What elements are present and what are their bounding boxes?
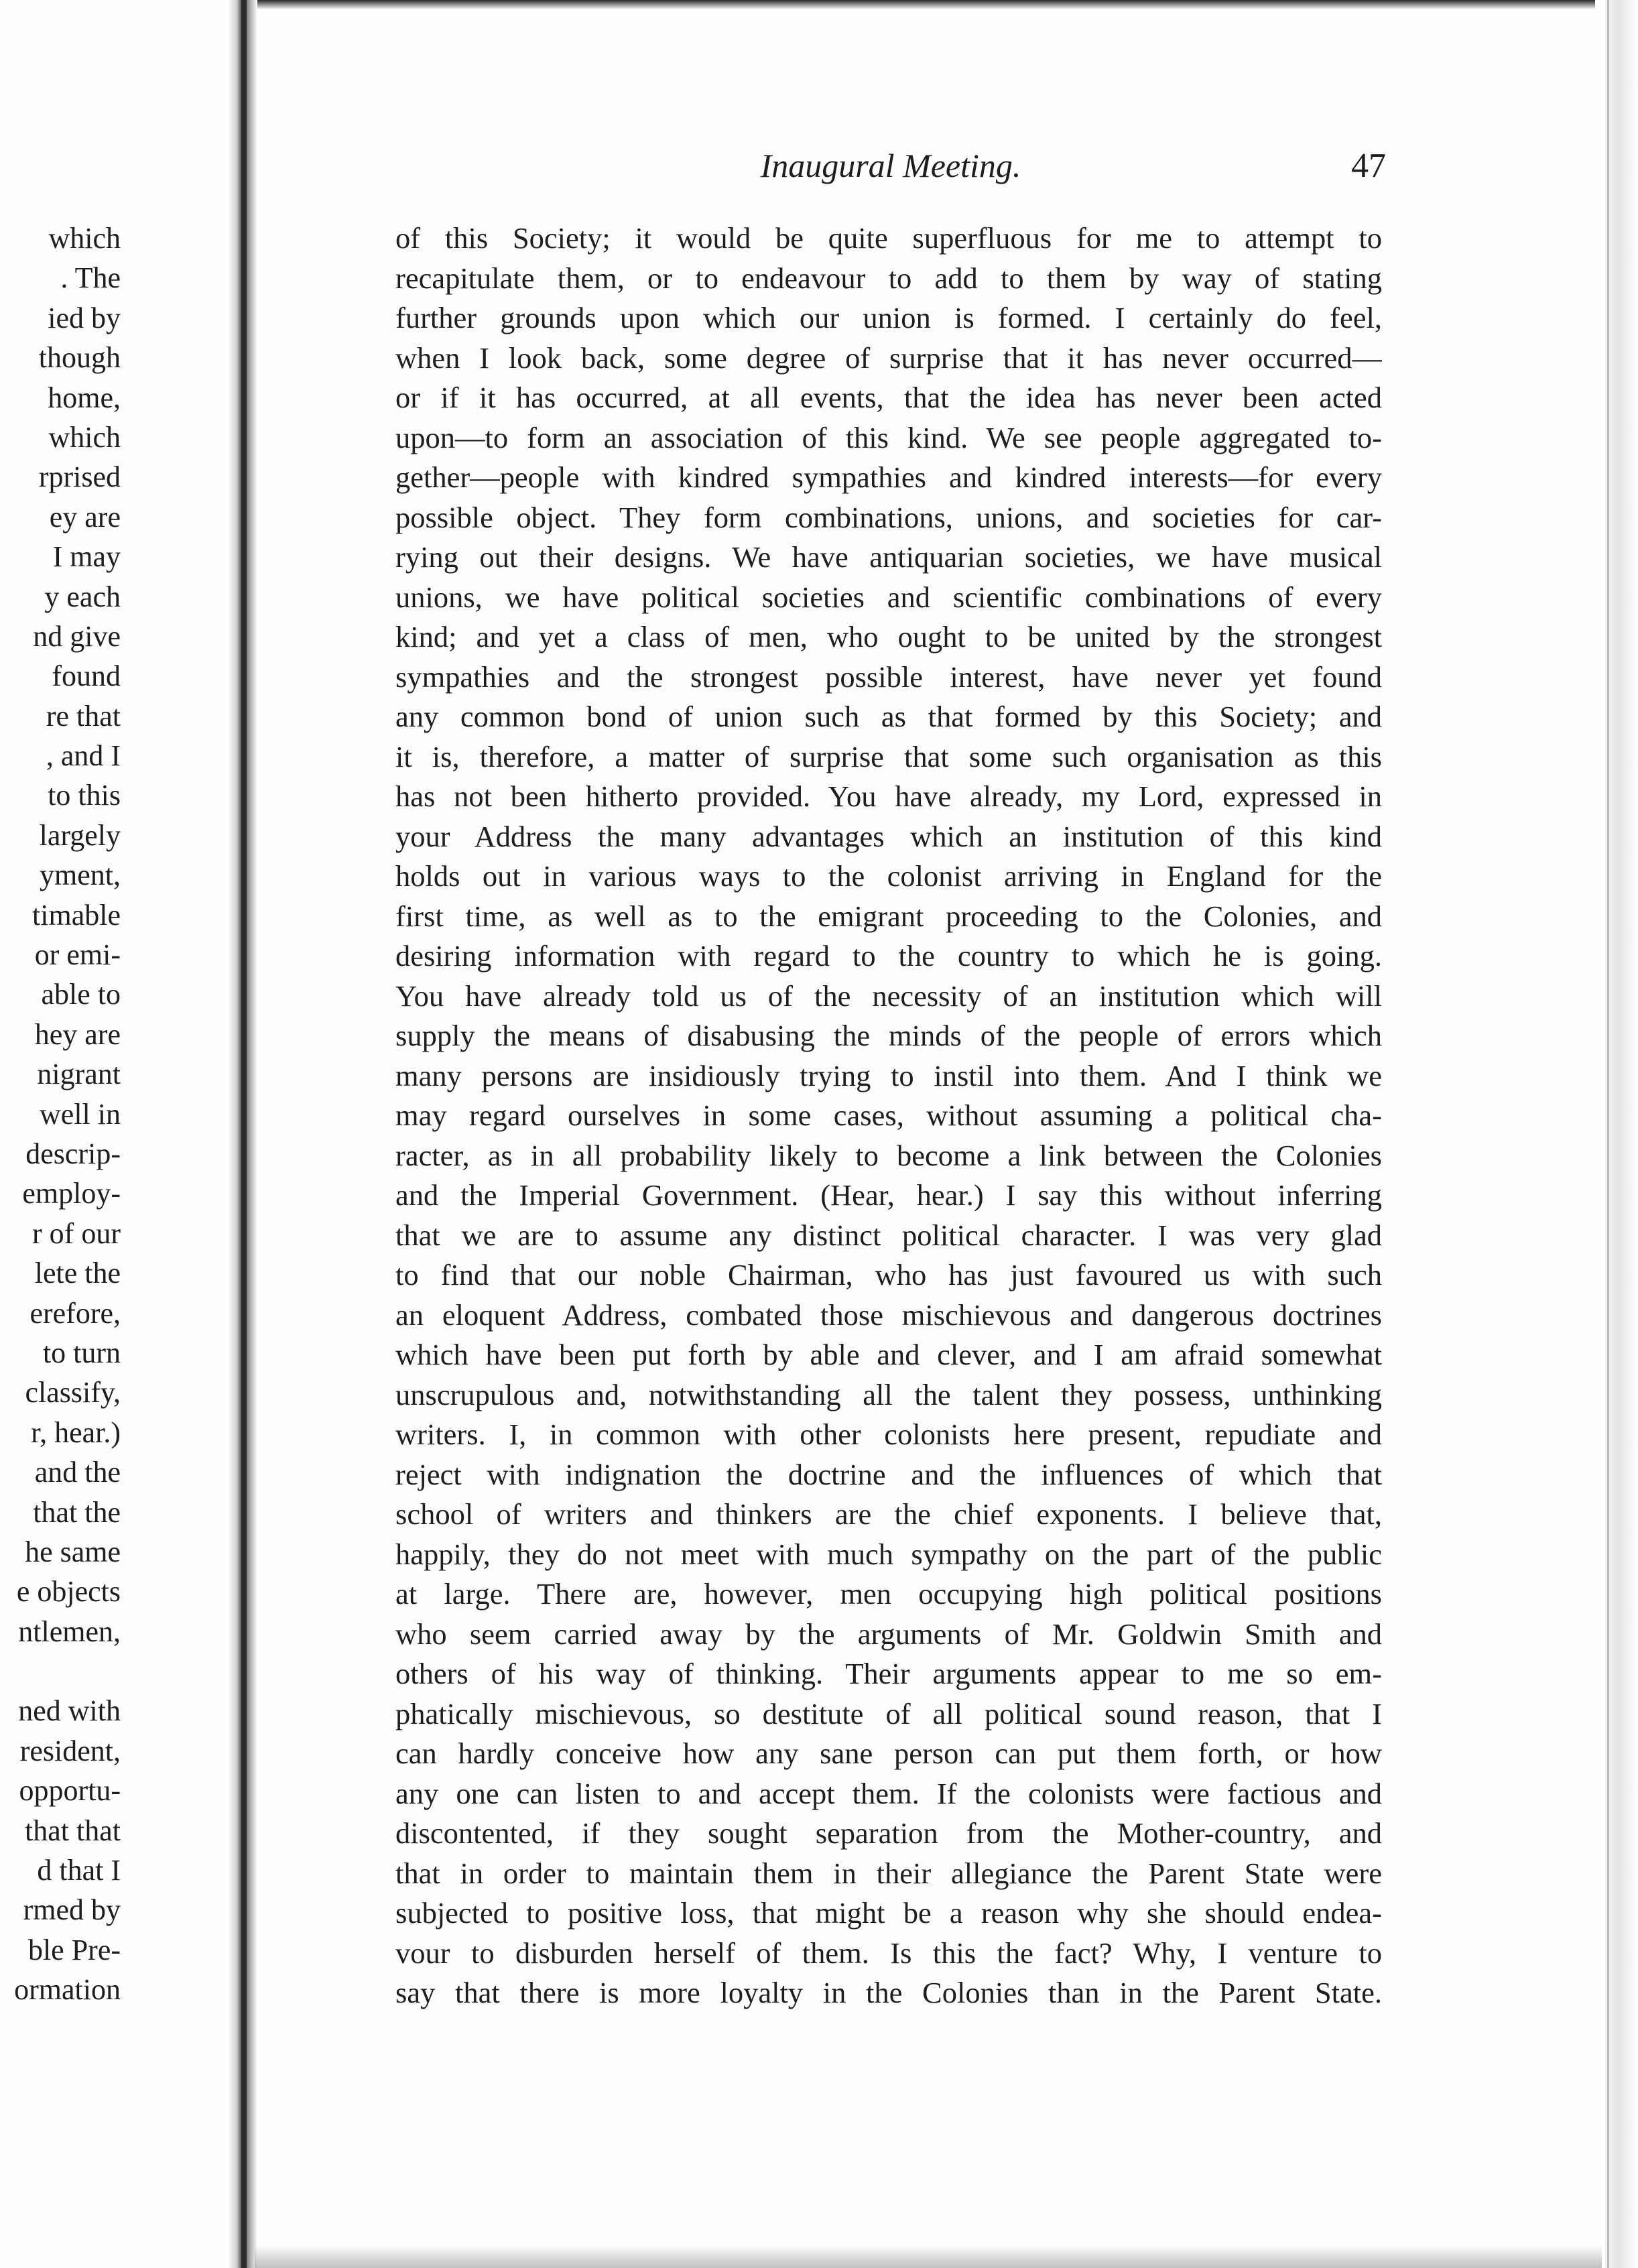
gutter-shadow	[241, 0, 247, 2268]
facing-page-line: , and I	[46, 739, 121, 773]
scan-bottom-edge	[255, 2245, 1602, 2268]
facing-page-line: found	[52, 659, 121, 693]
body-text-line: others of his way of thinking. Their arguments appear to me so em-	[395, 1657, 1382, 1690]
running-head-title: Inaugural Meeting.	[760, 147, 1021, 184]
body-text-line: school of writers and thinkers are the chief exponents. I believe that,	[395, 1497, 1382, 1531]
body-text-line: first time, as well as to the emigrant proceeding to the Colonies, and	[395, 899, 1382, 933]
body-text-line: vour to disburden herself of them. Is this the fact? Why, I venture to	[395, 1936, 1382, 1970]
facing-page-line: and the	[34, 1456, 121, 1489]
body-text-line: You have already told us of the necessity of an institution which will	[395, 979, 1382, 1013]
facing-page-line: I may	[52, 540, 121, 574]
facing-page-line: e objects	[16, 1575, 121, 1609]
body-text-line: further grounds upon which our union is formed. I certainly do feel,	[395, 301, 1382, 334]
body-text-line: that in order to maintain them in their allegiance the Parent State were	[395, 1856, 1382, 1890]
page-right-edge	[1605, 0, 1638, 2268]
facing-page-line: ey are	[49, 500, 121, 533]
body-text-line: supply the means of disabusing the minds of the people of errors which	[395, 1019, 1382, 1052]
facing-page-line: ntlemen,	[18, 1615, 121, 1648]
facing-page-line: y each	[44, 580, 121, 613]
body-text-line: phatically mischievous, so destitute of all political sound reason, that I	[395, 1696, 1382, 1730]
running-head	[395, 146, 1386, 193]
facing-page-line: resident,	[19, 1734, 121, 1767]
body-text-line: at large. There are, however, men occupying high political positions	[395, 1577, 1382, 1611]
facing-page-line: to turn	[42, 1336, 121, 1369]
facing-page-line: d that I	[37, 1854, 121, 1887]
body-text-line: or if it has occurred, at all events, that the idea has never been acted	[395, 381, 1382, 414]
body-text-line: racter, as in all probability likely to become a link between the Colonies	[395, 1138, 1382, 1172]
body-text-line: reject with indignation the doctrine and the influences of which that	[395, 1457, 1382, 1491]
facing-page-line: which	[48, 222, 121, 255]
body-text-line: upon—to form an association of this kind. We see people aggregated to-	[395, 420, 1382, 454]
body-text-line: who seem carried away by the arguments of Mr. Goldwin Smith and	[395, 1617, 1382, 1651]
body-text-line: discontented, if they sought separation from the Mother-country, and	[395, 1816, 1382, 1850]
body-text	[395, 218, 1382, 2013]
body-text-line: kind; and yet a class of men, who ought to be united by the strongest	[395, 620, 1382, 653]
body-text-line: when I look back, some degree of surprise that it has never occurred—	[395, 340, 1382, 375]
facing-page-line: home,	[48, 381, 121, 414]
facing-page-text-column	[0, 218, 121, 2010]
body-text-line: sympathies and the strongest possible interest, have never yet found	[395, 659, 1382, 694]
facing-page-line: which	[48, 420, 121, 454]
body-text-line: may regard ourselves in some cases, without assuming a political cha-	[395, 1098, 1382, 1132]
facing-page-line: ble Pre-	[27, 1933, 121, 1966]
body-text-line: it is, therefore, a matter of surprise that some such organisation as this	[395, 739, 1382, 773]
body-text-line: any one can listen to and accept them. If the colonists were factious and	[395, 1776, 1382, 1810]
body-text-line: unscrupulous and, notwithstanding all the talent they possess, unthinking	[395, 1377, 1382, 1411]
body-text-line: happily, they do not meet with much sympathy on the part of the public	[395, 1537, 1382, 1571]
scan-top-edge	[188, 0, 1595, 9]
facing-page-line: opportu-	[19, 1774, 121, 1808]
facing-page-line: well in	[40, 1097, 121, 1131]
page-number: 47	[1351, 147, 1386, 185]
facing-page-line: though	[38, 341, 121, 375]
facing-page-line: he same	[25, 1535, 121, 1568]
facing-page-line: timable	[32, 898, 121, 932]
body-text-line: has not been hitherto provided. You have already, my Lord, expressed in	[395, 779, 1382, 813]
body-text-line: holds out in various ways to the colonist arriving in England for the	[395, 859, 1382, 893]
facing-page-line: nd give	[33, 619, 121, 653]
body-text-line: writers. I, in common with other colonists here present, repudiate and	[395, 1418, 1382, 1451]
body-text-line: desiring information with regard to the country to which he is going.	[395, 939, 1382, 972]
page-edge-line	[1607, 0, 1609, 2268]
body-text-line: unions, we have political societies and scientific combinations of every	[395, 580, 1382, 614]
body-text-line: to find that our noble Chairman, who has just favoured us with such	[395, 1258, 1382, 1292]
facing-page-line: lete the	[34, 1257, 121, 1290]
facing-page-line: re that	[46, 699, 121, 733]
facing-page-line: erefore,	[29, 1296, 121, 1330]
body-text-line: any common bond of union such as that formed by this Society; and	[395, 700, 1382, 733]
body-text-line: can hardly conceive how any sane person can put them forth, or how	[395, 1737, 1382, 1770]
facing-page-line: r, hear.)	[31, 1415, 121, 1449]
facing-page-line: or emi-	[34, 938, 121, 972]
facing-page-line: descrip-	[25, 1137, 121, 1170]
facing-page-line: able to	[41, 978, 121, 1011]
body-text-line: rying out their designs. We have antiquarian societies, we have musical	[395, 540, 1382, 574]
facing-page-line: yment,	[40, 859, 121, 892]
facing-page-line: that that	[25, 1814, 121, 1847]
facing-page-line	[0, 1651, 121, 1691]
body-text-line: and the Imperial Government. (Hear, hear.) I say this without inferring	[395, 1178, 1382, 1212]
facing-page-line: ormation	[14, 1973, 121, 2007]
facing-page-line: to this	[48, 779, 121, 812]
facing-page-line: rmed by	[23, 1893, 121, 1927]
facing-page-line: nigrant	[37, 1058, 121, 1091]
body-text-line: which have been put forth by able and clever, and I am afraid somewhat	[395, 1338, 1382, 1371]
facing-page-line: ned with	[18, 1694, 121, 1728]
facing-page-fragment	[0, 0, 228, 2268]
body-text-line: gether—people with kindred sympathies and kindred interests—for every	[395, 460, 1382, 494]
body-text-line: say that there is more loyalty in the Colonies than in the Parent State.	[395, 1976, 1382, 2009]
body-text-line: many persons are insidiously trying to instil into them. And I think we	[395, 1058, 1382, 1092]
body-text-line: of this Society; it would be quite superfluous for me to attempt to	[395, 221, 1382, 255]
facing-page-line: hey are	[34, 1017, 121, 1051]
facing-page-line: employ-	[22, 1177, 121, 1210]
body-text-line: an eloquent Address, combated those mischievous and dangerous doctrines	[395, 1298, 1382, 1332]
facing-page-line: classify,	[25, 1376, 121, 1409]
facing-page-line: largely	[39, 818, 121, 852]
body-text-line: possible object. They form combinations, unions, and societies for car-	[395, 500, 1382, 534]
body-text-line: subjected to positive loss, that might be a reason why she should endea-	[395, 1896, 1382, 1930]
body-text-line: your Address the many advantages which an institution of this kind	[395, 819, 1382, 853]
body-text-line: recapitulate them, or to endeavour to add to them by way of stating	[395, 261, 1382, 295]
facing-page-line: r of our	[32, 1216, 121, 1250]
facing-page-line: . The	[60, 261, 121, 295]
facing-page-line: ied by	[48, 301, 121, 334]
facing-page-line: that the	[33, 1495, 121, 1529]
facing-page-line: rprised	[38, 460, 121, 494]
body-text-line: that we are to assume any distinct political character. I was very glad	[395, 1218, 1382, 1252]
